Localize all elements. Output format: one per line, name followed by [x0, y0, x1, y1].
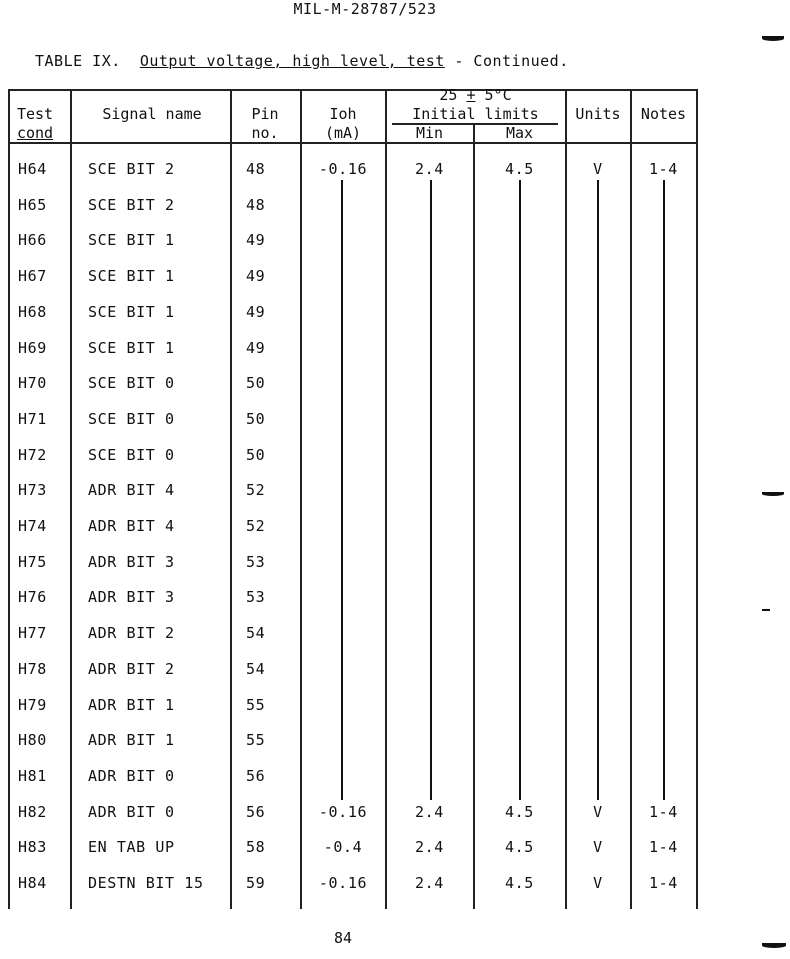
cell-cond: H69 — [18, 338, 47, 357]
cell-notes: 1-4 — [649, 802, 678, 821]
cell-cond: H67 — [18, 267, 47, 286]
cell-cond: H68 — [18, 302, 47, 321]
cell-signal: ADR BIT 3 — [88, 588, 175, 607]
cell-pin: 49 — [246, 267, 266, 286]
header-pin-line1: Pin — [251, 105, 279, 123]
cell-pin: 52 — [246, 517, 266, 535]
cell-pin: 55 — [246, 695, 266, 714]
cell-signal: SCE BIT 1 — [88, 302, 175, 321]
cell-signal: DESTN BIT 15 — [88, 874, 204, 892]
cell-pin: 49 — [246, 302, 266, 321]
scan-mark — [762, 492, 784, 496]
header-min: Min — [415, 124, 444, 142]
scan-mark — [762, 943, 786, 948]
continuation-line-ioh — [341, 180, 343, 800]
plus-minus-symbol: + — [466, 86, 476, 104]
cell-signal: SCE BIT 1 — [88, 267, 175, 286]
cell-notes: 1-4 — [649, 838, 678, 857]
cell-pin: 56 — [246, 802, 266, 821]
cell-signal: SCE BIT 2 — [88, 195, 175, 214]
column-divider — [696, 89, 698, 909]
cell-pin: 54 — [246, 624, 266, 643]
header-ioh-line2: (mA) — [324, 124, 362, 142]
cell-signal: SCE BIT 0 — [88, 445, 175, 464]
cell-pin: 55 — [246, 731, 266, 750]
cell-min: 2.4 — [415, 802, 444, 821]
cell-cond: H81 — [18, 766, 47, 785]
column-divider — [300, 89, 302, 909]
cell-pin: 53 — [246, 552, 266, 571]
cell-min: 2.4 — [415, 160, 444, 178]
cell-cond: H78 — [18, 659, 47, 678]
cell-max: 4.5 — [505, 160, 534, 178]
cell-pin: 48 — [246, 160, 266, 178]
cell-signal: ADR BIT 4 — [88, 517, 175, 535]
cell-signal: SCE BIT 2 — [88, 160, 175, 178]
table-title-main: Output voltage, high level, test — [139, 52, 445, 70]
cell-cond: H70 — [18, 374, 47, 393]
column-divider — [230, 89, 232, 909]
column-divider — [473, 124, 475, 909]
cell-units: V — [593, 802, 603, 821]
header-test-cond-line1: Test — [16, 105, 54, 123]
continuation-line-max — [519, 180, 521, 800]
cell-signal: ADR BIT 0 — [88, 802, 175, 821]
page-number: 84 — [333, 929, 353, 947]
column-divider — [70, 89, 72, 909]
cell-units: V — [593, 160, 603, 178]
cell-signal: ADR BIT 2 — [88, 659, 175, 678]
cell-signal: SCE BIT 0 — [88, 374, 175, 393]
cell-max: 4.5 — [505, 874, 534, 892]
cell-signal: SCE BIT 1 — [88, 231, 175, 250]
cell-cond: H76 — [18, 588, 47, 607]
cell-pin: 49 — [246, 231, 266, 250]
cell-cond: H82 — [18, 802, 47, 821]
cell-signal: ADR BIT 1 — [88, 695, 175, 714]
column-divider — [565, 89, 567, 909]
cell-pin: 58 — [246, 838, 266, 857]
cell-ioh: -0.16 — [318, 802, 368, 821]
header-ioh — [301, 105, 385, 143]
cell-notes: 1-4 — [649, 874, 678, 892]
cell-cond: H66 — [18, 231, 47, 250]
cell-cond: H79 — [18, 695, 47, 714]
header-max: Max — [505, 124, 534, 142]
cell-pin: 54 — [246, 659, 266, 678]
cell-cond: H71 — [18, 409, 47, 428]
scan-mark — [762, 609, 770, 611]
cell-signal: ADR BIT 1 — [88, 731, 175, 750]
cell-signal: ADR BIT 3 — [88, 552, 175, 571]
header-test-cond-line2: cond — [16, 124, 54, 142]
cell-pin: 50 — [246, 409, 266, 428]
cell-signal: ADR BIT 4 — [88, 481, 175, 500]
cell-pin: 49 — [246, 338, 266, 357]
cell-cond: H75 — [18, 552, 47, 571]
cell-pin: 50 — [246, 374, 266, 393]
cell-units: V — [593, 838, 603, 857]
cell-pin: 52 — [246, 481, 266, 500]
header-initial-limits: Initial limits — [412, 105, 539, 123]
cell-ioh: -0.4 — [323, 838, 363, 857]
header-notes: Notes — [640, 105, 687, 123]
continuation-line-units — [597, 180, 599, 800]
header-pin-line2: no. — [251, 124, 279, 142]
scan-mark — [762, 36, 784, 41]
document-id: MIL-M-28787/523 — [293, 0, 437, 18]
table-title — [35, 52, 569, 70]
cell-ioh: -0.16 — [318, 160, 368, 178]
table-title-prefix: TABLE IX. — [35, 52, 121, 70]
header-ioh-line1: Ioh — [329, 105, 357, 123]
cell-cond: H65 — [18, 195, 47, 214]
cell-pin: 50 — [246, 445, 266, 464]
header-pin-no — [231, 105, 299, 143]
header-temperature: 25 + 5°C — [439, 86, 512, 104]
cell-units: V — [593, 874, 603, 892]
cell-signal: ADR BIT 0 — [88, 766, 175, 785]
cell-cond: H77 — [18, 624, 47, 643]
cell-signal: SCE BIT 1 — [88, 338, 175, 357]
header-units: Units — [575, 105, 621, 123]
cell-cond: H73 — [18, 481, 47, 500]
cell-min: 2.4 — [415, 838, 444, 857]
column-divider — [8, 89, 10, 909]
cell-pin: 59 — [246, 874, 266, 892]
cell-max: 4.5 — [505, 838, 534, 857]
column-divider — [385, 89, 387, 909]
cell-cond: H84 — [18, 874, 47, 892]
cell-cond: H64 — [18, 160, 47, 178]
cell-pin: 48 — [246, 195, 266, 214]
cell-pin: 53 — [246, 588, 266, 607]
column-divider — [630, 89, 632, 909]
cell-signal: ADR BIT 2 — [88, 624, 175, 643]
continuation-line-min — [430, 180, 432, 800]
cell-signal: SCE BIT 0 — [88, 409, 175, 428]
cell-ioh: -0.16 — [318, 874, 368, 892]
cell-max: 4.5 — [505, 802, 534, 821]
cell-pin: 56 — [246, 766, 266, 785]
cell-signal: EN TAB UP — [88, 838, 175, 857]
table-title-suffix: - Continued. — [454, 52, 569, 70]
cell-cond: H72 — [18, 445, 47, 464]
table-top-border — [8, 89, 697, 91]
header-test-cond — [9, 105, 61, 143]
cell-min: 2.4 — [415, 874, 444, 892]
cell-notes: 1-4 — [649, 160, 678, 178]
continuation-line-notes — [663, 180, 665, 800]
cell-cond: H83 — [18, 838, 47, 857]
header-signal-name: Signal name — [102, 105, 202, 123]
cell-cond: H74 — [18, 517, 47, 535]
cell-cond: H80 — [18, 731, 47, 750]
